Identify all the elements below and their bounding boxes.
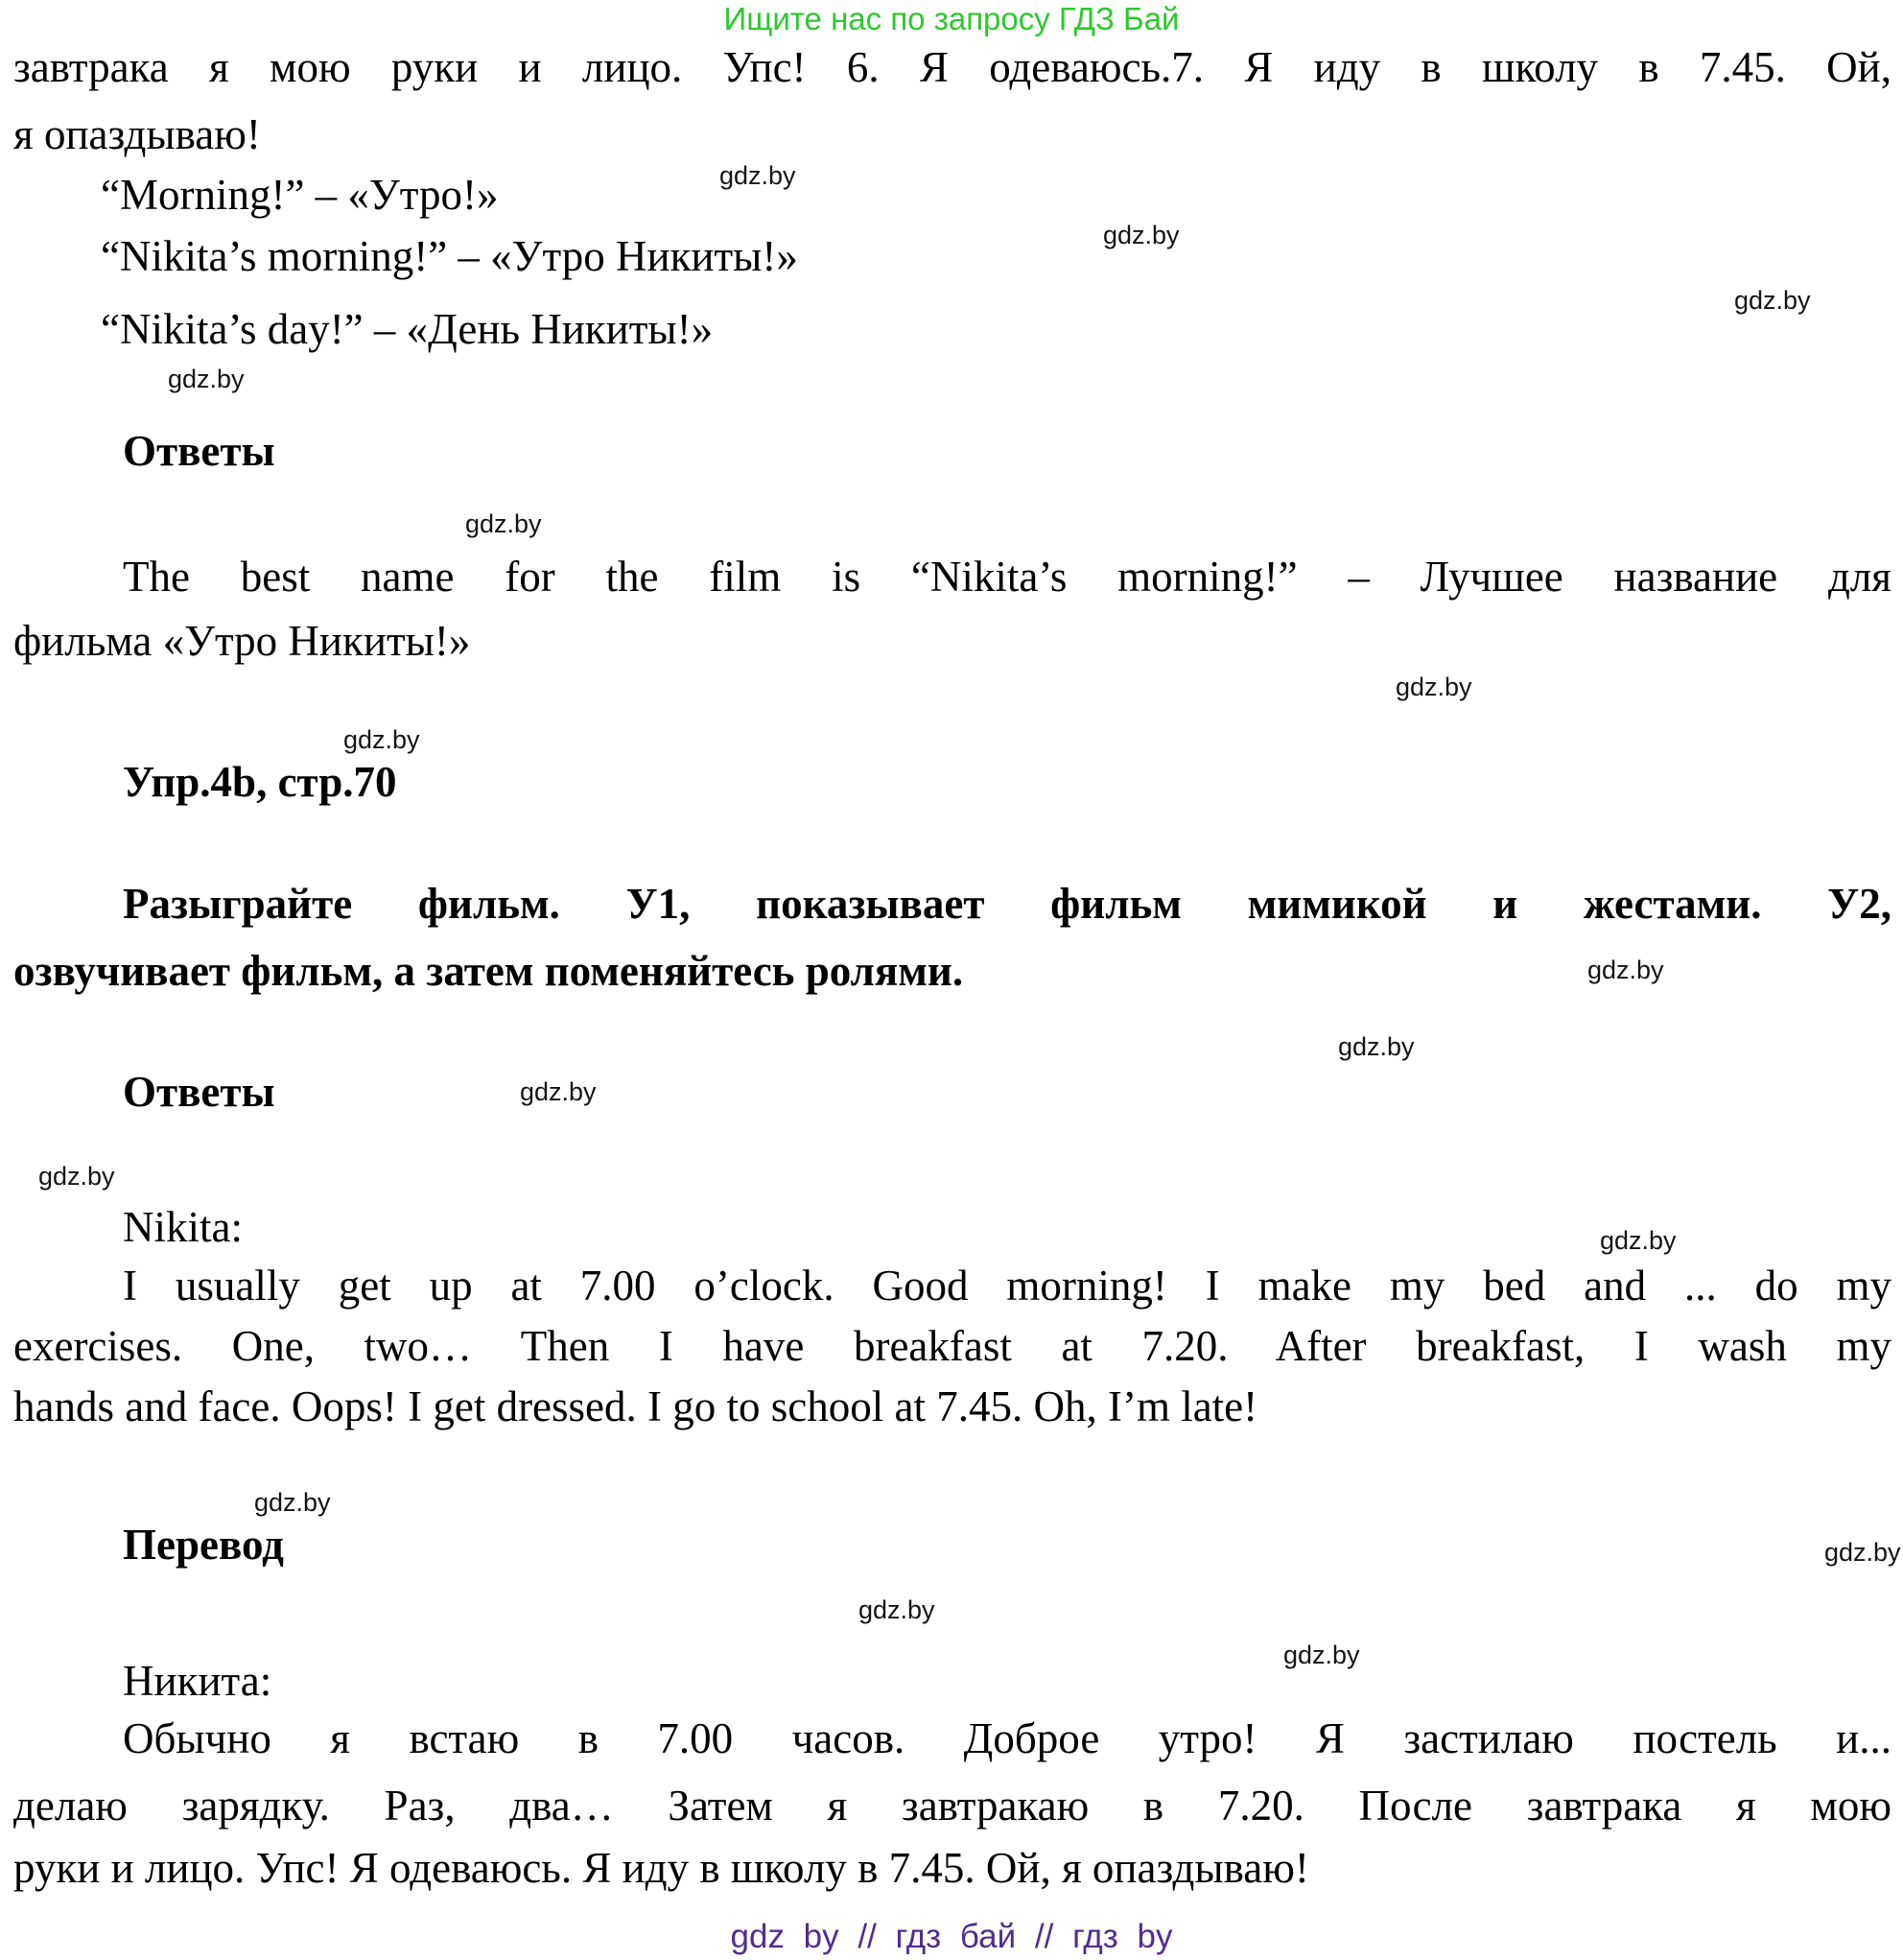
footer-links[interactable]: gdz by // гдз бай // гдз by	[730, 1918, 1173, 1955]
film-title-option-2: “Nikita’s morning!” – «Утро Никиты!»	[101, 232, 798, 280]
exercise-heading: Упр.4b, стр.70	[123, 758, 397, 806]
watermark: gdz.by	[465, 509, 542, 538]
film-title-option-3: “Nikita’s day!” – «День Никиты!»	[101, 305, 714, 353]
monologue-ru-line-2: делаю зарядку. Раз, два… Затем я завтракаю в 7.20. После завтрака я мою	[13, 1782, 1891, 1830]
promo-banner: Ищите нас по запросу ГДЗ Бай	[723, 1, 1180, 36]
intro-paragraph-line-2: я опаздываю!	[13, 110, 261, 158]
answer-film-line-2: фильма «Утро Никиты!»	[13, 617, 471, 665]
answers-heading-2: Ответы	[123, 1068, 275, 1116]
watermark: gdz.by	[1587, 956, 1664, 984]
watermark: gdz.by	[1600, 1226, 1677, 1255]
monologue-en-line-3: hands and face. Oops! I get dressed. I go to school at 7.45. Oh, I’m late!	[13, 1382, 1258, 1430]
film-title-option-1: “Morning!” – «Утро!»	[101, 171, 499, 219]
monologue-en-line-1: I usually get up at 7.00 o’clock. Good morning! I make my bed and ... do my	[123, 1262, 1891, 1310]
speaker-label-ru: Никита:	[123, 1657, 272, 1705]
translation-heading: Перевод	[123, 1521, 284, 1569]
watermark: gdz.by	[1103, 221, 1180, 249]
watermark: gdz.by	[858, 1595, 935, 1624]
answer-film-line-1: The best name for the film is “Nikita’s morning!” – Лучшее название для	[123, 553, 1891, 601]
task-line-1: Разыграйте фильм. У1, показывает фильм мимикой и жестами. У2,	[123, 880, 1891, 928]
watermark: gdz.by	[1396, 673, 1472, 701]
watermark: gdz.by	[520, 1077, 597, 1106]
watermark: gdz.by	[1734, 286, 1811, 315]
monologue-en-line-2: exercises. One, two… Then I have breakfast at 7.20. After breakfast, I wash my	[13, 1322, 1891, 1370]
watermark: gdz.by	[1824, 1538, 1901, 1567]
monologue-ru-line-3: руки и лицо. Упс! Я одеваюсь. Я иду в школу в 7.45. Ой, я опаздываю!	[13, 1844, 1309, 1892]
watermark: gdz.by	[719, 161, 796, 190]
watermark: gdz.by	[38, 1162, 115, 1191]
watermark: gdz.by	[254, 1488, 331, 1517]
speaker-label-en: Nikita:	[123, 1203, 243, 1251]
watermark: gdz.by	[1338, 1032, 1415, 1061]
intro-paragraph-line-1: завтрака я мою руки и лицо. Упс! 6. Я одеваюсь.7. Я иду в школу в 7.45. Ой,	[13, 43, 1891, 91]
answers-heading-1: Ответы	[123, 427, 275, 475]
monologue-ru-line-1: Обычно я встаю в 7.00 часов. Доброе утро! Я застилаю постель и...	[123, 1714, 1891, 1762]
watermark: gdz.by	[1283, 1641, 1360, 1669]
watermark: gdz.by	[343, 725, 420, 754]
task-line-2: озвучивает фильм, а затем поменяйтесь ролями.	[13, 947, 964, 995]
watermark: gdz.by	[168, 365, 245, 393]
